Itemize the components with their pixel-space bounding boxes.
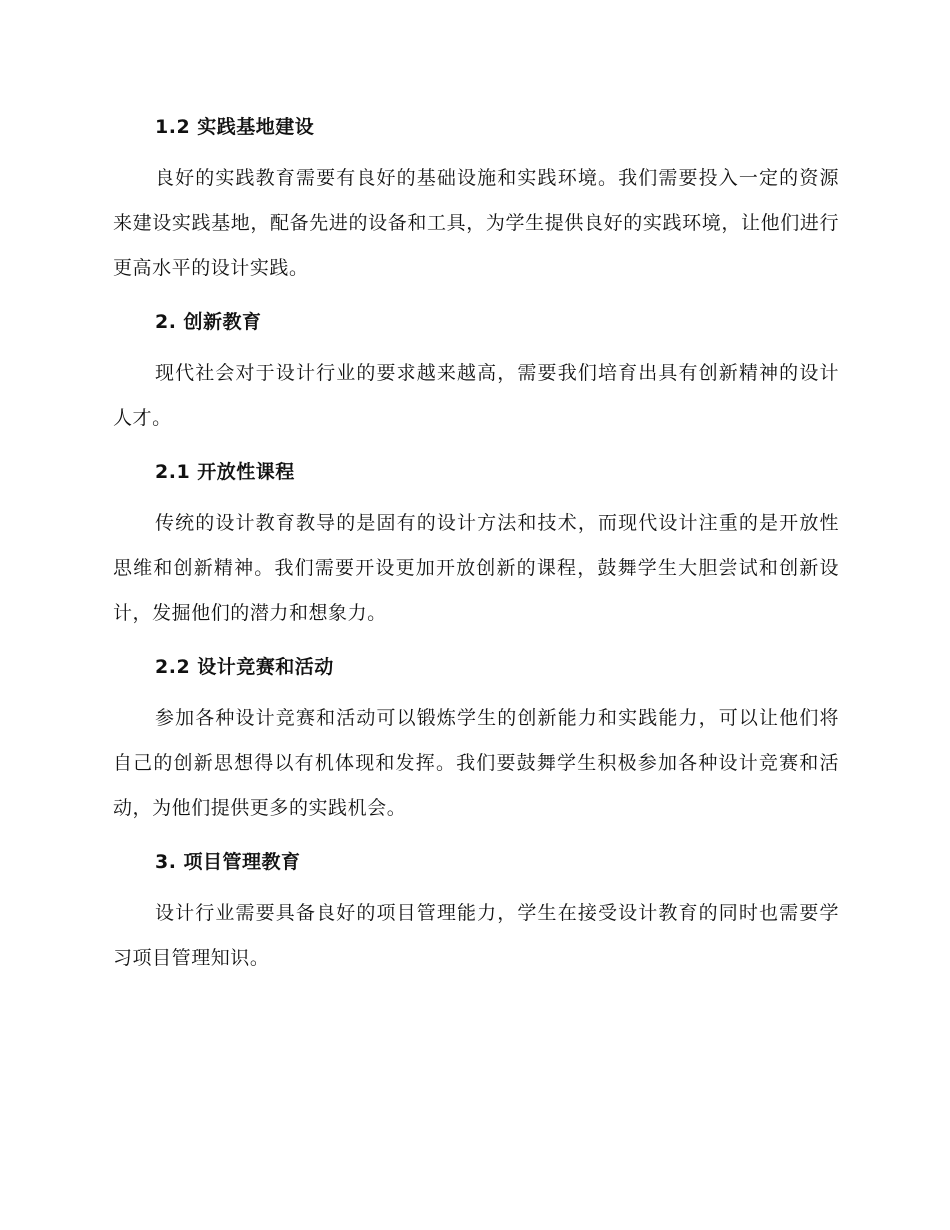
section-heading-project-management: 3. 项目管理教育 (155, 851, 301, 873)
section-heading-open-courses: 2.1 开放性课程 (155, 461, 295, 483)
section-body-practice-base: 良好的实践教育需要有良好的基础设施和实践环境。我们需要投入一定的资源来建设实践基地，配备先进的设备和工具，为学生提供良好的实践环境，让他们进行更高水平的设计实践。 (113, 167, 839, 279)
section-body-design-competitions: 参加各种设计竞赛和活动可以锻炼学生的创新能力和实践能力，可以让他们将自己的创新思想得以有机体现和发挥。我们要鼓舞学生积极参加各种设计竞赛和活动，为他们提供更多的实践机会。 (113, 707, 839, 819)
section-heading-innovation-education: 2. 创新教育 (155, 311, 262, 333)
section-heading-design-competitions: 2.2 设计竞赛和活动 (155, 656, 334, 678)
section-body-open-courses: 传统的设计教育教导的是固有的设计方法和技术，而现代设计注重的是开放性思维和创新精神。我们需要开设更加开放创新的课程，鼓舞学生大胆尝试和创新设计，发掘他们的潜力和想象力。 (113, 512, 839, 624)
section-body-innovation-education: 现代社会对于设计行业的要求越来越高，需要我们培育出具有创新精神的设计人才。 (113, 362, 839, 429)
document-page (113, 104, 839, 989)
section-body-project-management: 设计行业需要具备良好的项目管理能力，学生在接受设计教育的同时也需要学习项目管理知识。 (113, 902, 839, 969)
section-heading-practice-base: 1.2 实践基地建设 (155, 116, 315, 138)
